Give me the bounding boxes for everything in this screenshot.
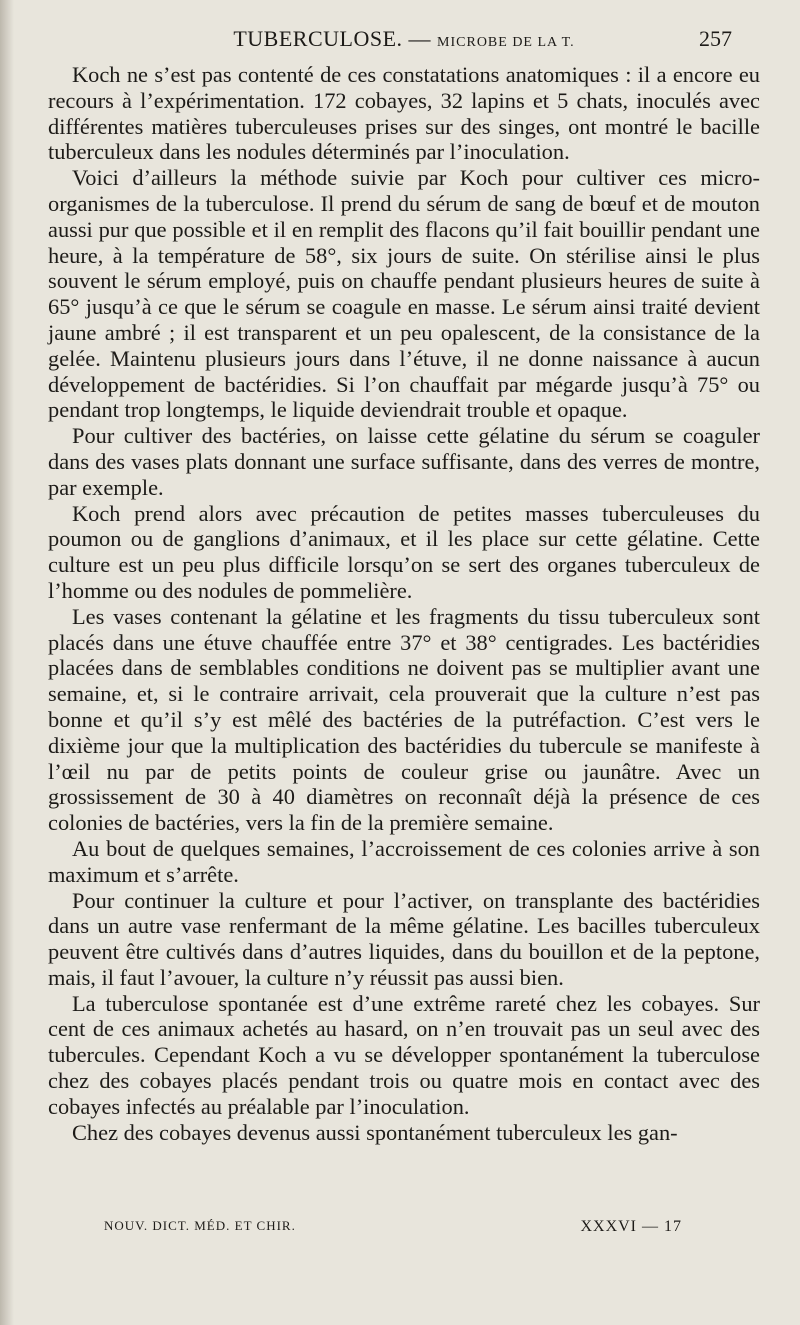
running-title-sub: MICROBE DE LA T. [437, 35, 575, 50]
paragraph: Chez des cobayes devenus aussi spontanément tuberculeux les gan- [72, 1119, 678, 1145]
body-text [48, 62, 760, 1145]
running-header [48, 26, 760, 62]
footer-signature: XXXVI — 17 [580, 1218, 682, 1235]
running-title-dash: — [408, 26, 432, 51]
running-title-main: TUBERCULOSE. [233, 26, 403, 51]
paragraph: Les vases contenant la gélatine et les fragments du tissu tuberculeux sont placés dans une étuve chauffée entre 37° et 38° centigrades. Les bactéridies placées dans de semblables conditions ne doivent pas se multiplier avant une semaine, et, si le contraire arrivait, cela prouverait que la culture n’est pas bonne et qu’il s’y est mêlé des bactéries de la putréfaction. C’est vers le dixième jour que la multiplication des bactéridies du tubercule se manifeste à l’œil nu par de petits points de couleur grise ou jaunâtre. Avec un grossissement de 30 à 40 diamètres on reconnaît déjà la présence de ces colonies de bactéries, vers la fin de la première semaine. [48, 603, 760, 836]
page-number: 257 [699, 26, 732, 51]
paragraph: Koch ne s’est pas contenté de ces constatations anatomiques : il a encore eu recours à l’expérimentation. 172 cobayes, 32 lapins et 5 chats, inoculés avec différentes matières tuberculeuses prises sur des singes, ont montré le bacille tuberculeux dans les nodules déterminés par l’inoculation. [48, 62, 760, 165]
paragraph: Au bout de quelques semaines, l’accroissement de ces colonies arrive à son maximum et s’arrête. [48, 835, 760, 887]
paragraph: Koch prend alors avec précaution de petites masses tuberculeuses du poumon ou de ganglions d’animaux, et il les place sur cette gélatine. Cette culture est un peu plus difficile lorsqu’on se sert des organes tuberculeux de l’homme ou des nodules de pommelière. [48, 500, 760, 603]
footer-source: NOUV. DICT. MÉD. ET CHIR. [104, 1218, 296, 1233]
paragraph: La tuberculose spontanée est d’une extrême rareté chez les cobayes. Sur cent de ces animaux achetés au hasard, on n’en trouvait pas un seul avec des tubercules. Cependant Koch a vu se développer spontanément la tuberculose chez des cobayes placés pendant trois ou quatre mois en contact avec des cobayes infectés au préalable par l’inoculation. [48, 990, 760, 1119]
binding-shadow [0, 0, 14, 1325]
paragraph: Pour continuer la culture et pour l’activer, on transplante des bactéridies dans un autre vase renfermant de la même gélatine. Les bacilles tuberculeux peuvent être cultivés dans d’autres liquides, dans du bouillon et de la peptone, mais, il faut l’avouer, la culture n’y réussit pas aussi bien. [48, 887, 760, 990]
running-title [48, 26, 760, 52]
paragraph: Voici d’ailleurs la méthode suivie par Koch pour cultiver ces micro-organismes de la tuberculose. Il prend du sérum de sang de bœuf et de mouton aussi pur que possible et il en remplit des flacons qu’il fait bouillir pendant une heure, à la température de 58°, six jours de suite. On stérilise ainsi le plus souvent le sérum employé, puis on chauffe pendant plusieurs heures de suite à 65° jusqu’à ce que le sérum se coagule en masse. Le sérum ainsi traité devient jaune ambré ; il est transparent et un peu opalescent, de la consistance de la gelée. Maintenu plusieurs jours dans l’étuve, il ne donne naissance à aucun développement de bactéridies. Si l’on chauffait par mégarde jusqu’à 75° ou pendant trop longtemps, le liquide deviendrait trouble et opaque. [48, 165, 760, 423]
paragraph: Pour cultiver des bactéries, on laisse cette gélatine du sérum se coaguler dans des vases plats donnant une surface suffisante, dans des verres de montre, par exemple. [48, 423, 760, 500]
